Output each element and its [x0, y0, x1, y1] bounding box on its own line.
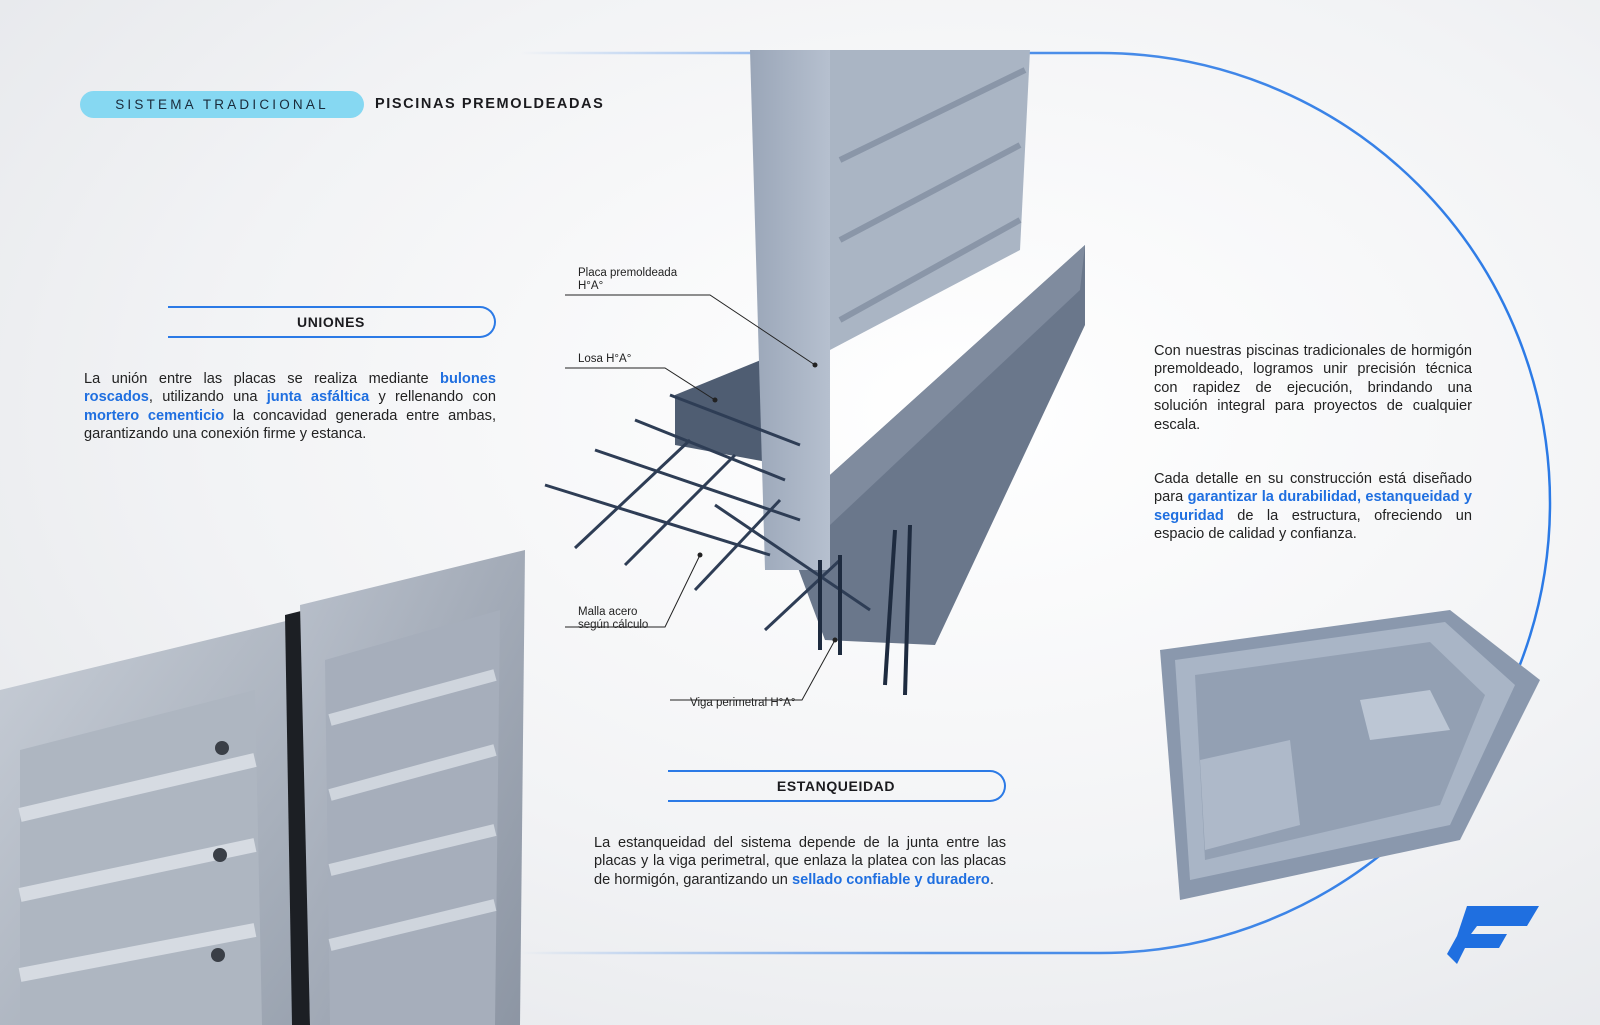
label-viga: Viga perimetral H°A° — [690, 697, 796, 709]
intro-paragraph: Con nuestras piscinas tradicionales de hormigón premoldeado, logramos unir precisión técnica con rapidez de ejecución, brindando una solución integral para proyectos de cualquier escala. — [1154, 343, 1472, 433]
uniones-heading-label: UNIONES — [297, 314, 365, 330]
uniones-heading — [168, 306, 496, 338]
label-malla: Malla acero según cálculo — [578, 606, 649, 631]
estanqueidad-paragraph: La estanqueidad del sistema depende de la junta entre las placas y la viga perimetral, que enlaza la platea con las placas de hormigón, garantizando un sellado confiable y duradero. — [594, 835, 1006, 888]
system-type-pill: SISTEMA TRADICIONAL — [80, 91, 364, 118]
brand-logo-icon — [1447, 906, 1539, 964]
precast-panels-joint-illustration — [0, 550, 540, 1025]
detail-paragraph: Cada detalle en su construcción está diseñado para garantizar la durabilidad, estanqueidad y seguridad de la estructura, ofreciendo un espacio de calidad y confianza. — [1154, 471, 1472, 543]
label-placa: Placa premoldeada H°A° — [578, 267, 678, 292]
estanqueidad-heading-label: ESTANQUEIDAD — [776, 778, 896, 794]
label-losa: Losa H°A° — [578, 353, 632, 365]
uniones-paragraph: La unión entre las placas se realiza mediante bulones roscados, utilizando una junta asfáltica y rellenando con mortero cementicio la concavidad generada entre ambas, garantizando una conexión firme y estanca. — [84, 371, 496, 443]
page-title: PISCINAS PREMOLDEADAS — [375, 96, 605, 112]
pool-render-illustration — [1160, 610, 1540, 900]
estanqueidad-heading — [668, 770, 1006, 802]
